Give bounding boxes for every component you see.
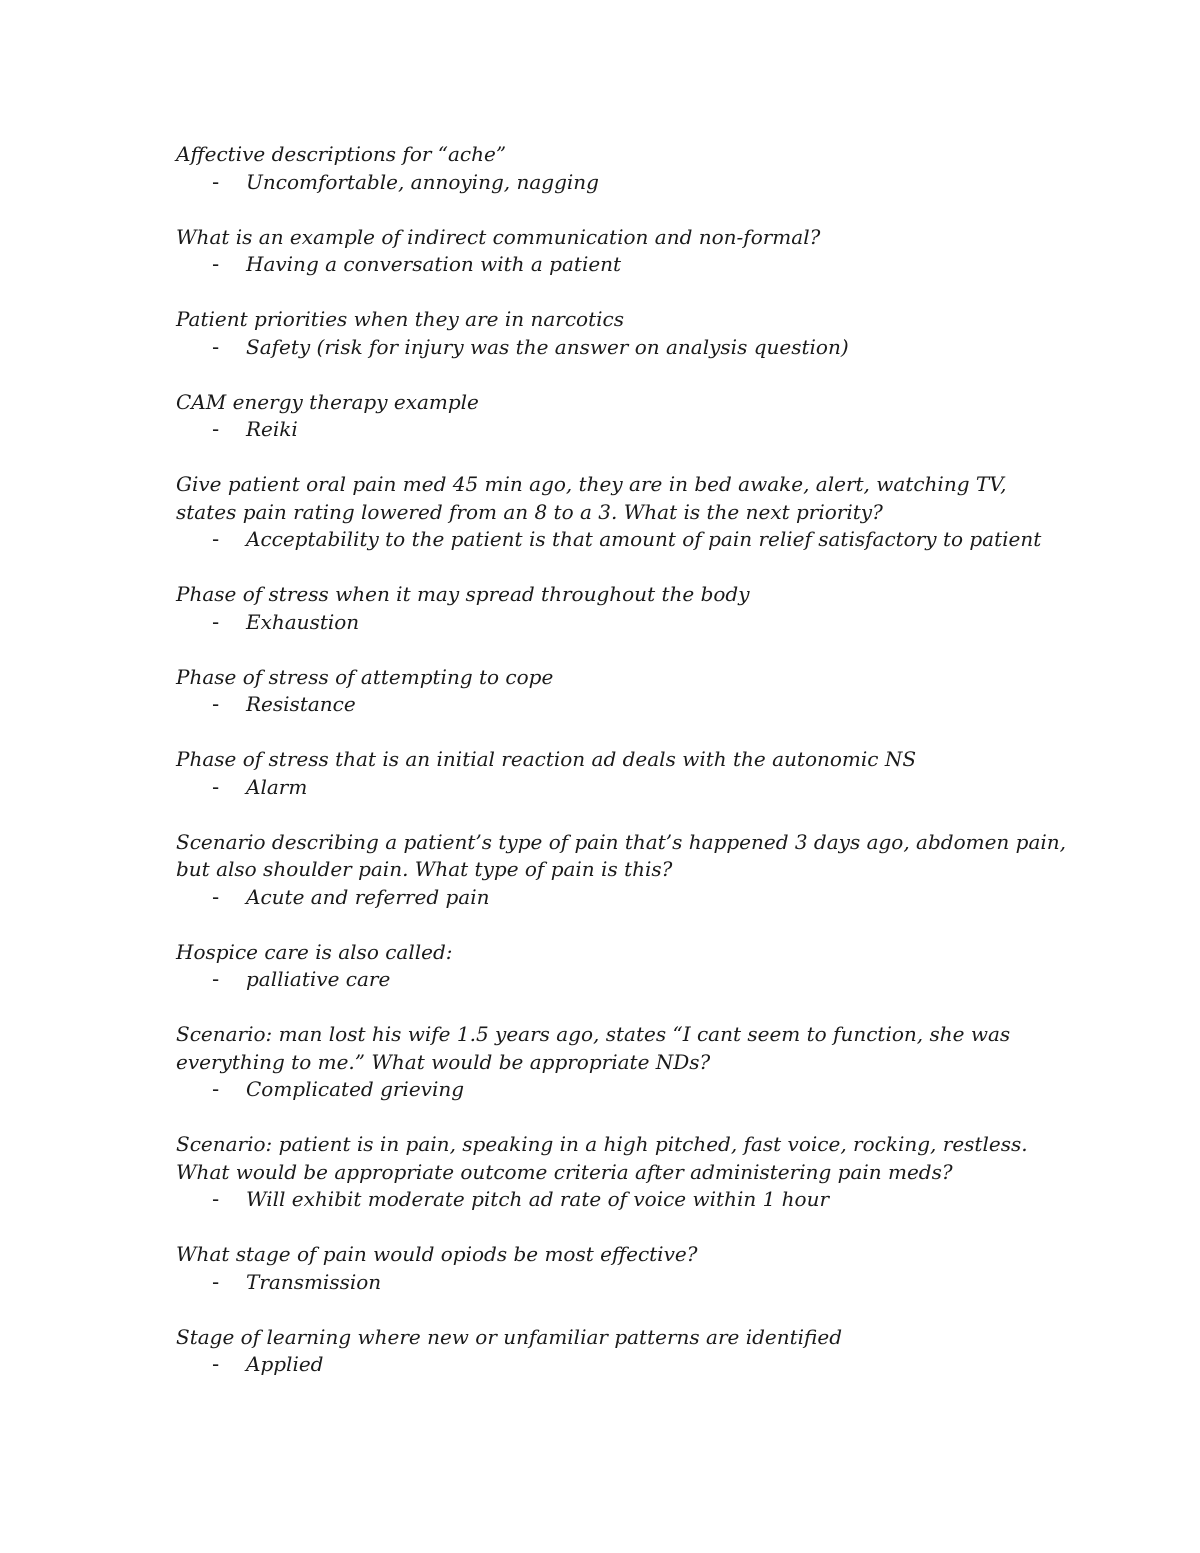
question-text: What stage of pain would opiods be most effective? <box>176 1242 698 1266</box>
question-text: What is an example of indirect communication and non-formal? <box>176 224 821 249</box>
answer-item <box>176 774 1076 802</box>
question-text: Affective descriptions for “ache” <box>176 142 507 166</box>
qa-item <box>176 939 1076 994</box>
question-text: Give patient oral pain med 45 min ago, they are in bed awake, alert, watching TV, states pain rating lowered from an 8 to a 3. What is the next priority? <box>176 472 1007 524</box>
qa-item <box>176 1021 1076 1104</box>
answer-item <box>176 416 1076 444</box>
answer-text: Applied <box>246 1352 324 1376</box>
qa-item <box>176 141 1076 196</box>
bullet-dash: - <box>212 609 220 634</box>
answer-item <box>176 1269 1076 1297</box>
bullet-dash: - <box>212 1187 220 1211</box>
bullet-dash: - <box>212 1077 220 1101</box>
question-text: Scenario: patient is in pain, speaking in a high pitched, fast voice, rocking, restless. What would be appropriate outcome criteria after administering pain meds? <box>176 1132 1028 1184</box>
qa-item <box>176 1241 1076 1296</box>
answer-text: Safety (risk for injury was the answer on analysis question) <box>246 334 849 359</box>
bullet-dash: - <box>212 527 220 551</box>
question-text: Hospice care is also called: <box>176 939 453 964</box>
answer-item <box>176 1076 1076 1104</box>
answer-item <box>176 1351 1076 1379</box>
answer-item <box>176 251 1076 279</box>
answer-text: Resistance <box>246 692 356 716</box>
bullet-dash: - <box>212 334 220 359</box>
question-text: Stage of learning where new or unfamiliar patterns are identified <box>176 1324 843 1349</box>
answer-text: Complicated grieving <box>246 1077 465 1101</box>
answer-text: Exhaustion <box>246 609 360 634</box>
answer-text: Will exhibit moderate pitch ad rate of voice within 1 hour <box>246 1187 830 1211</box>
answer-item <box>176 691 1076 719</box>
bullet-dash: - <box>212 252 220 276</box>
qa-item <box>176 471 1076 554</box>
question-text: Phase of stress of attempting to cope <box>176 664 554 689</box>
bullet-dash: - <box>212 417 220 441</box>
answer-text: Acute and referred pain <box>246 884 490 909</box>
bullet-dash: - <box>212 1352 220 1376</box>
answer-item <box>176 1186 1076 1214</box>
bullet-dash: - <box>212 967 220 991</box>
question-text: Patient priorities when they are in narcotics <box>176 307 624 331</box>
answer-text: Uncomfortable, annoying, nagging <box>246 169 599 194</box>
qa-item <box>176 1131 1076 1214</box>
question-text: Scenario describing a patient’s type of pain that’s happened 3 days ago, abdomen pain, but also shoulder pain. What type of pain is this? <box>176 829 1067 881</box>
qa-item <box>176 306 1076 361</box>
answer-text: Having a conversation with a patient <box>246 252 622 276</box>
answer-text: palliative care <box>246 967 391 991</box>
qa-item <box>176 746 1076 801</box>
answer-item <box>176 609 1076 637</box>
answer-item <box>176 526 1076 554</box>
bullet-dash: - <box>212 774 220 799</box>
answer-item <box>176 169 1076 197</box>
question-text: Scenario: man lost his wife 1.5 years ago, states “I cant seem to function, she was everything to me.” What would be appropriate NDs? <box>176 1022 1011 1074</box>
bullet-dash: - <box>212 692 220 716</box>
document-page <box>176 141 1076 1406</box>
qa-item <box>176 664 1076 719</box>
question-text: CAM energy therapy example <box>176 389 479 414</box>
bullet-dash: - <box>212 884 220 909</box>
qa-item <box>176 581 1076 636</box>
bullet-dash: - <box>212 1269 220 1294</box>
answer-item <box>176 884 1076 912</box>
question-text: Phase of stress when it may spread throughout the body <box>176 582 750 606</box>
qa-item <box>176 389 1076 444</box>
answer-item <box>176 334 1076 362</box>
question-text: Phase of stress that is an initial reaction ad deals with the autonomic NS <box>176 747 917 771</box>
qa-item <box>176 224 1076 279</box>
qa-item <box>176 1324 1076 1379</box>
answer-text: Alarm <box>246 774 308 799</box>
answer-item <box>176 966 1076 994</box>
answer-text: Acceptability to the patient is that amount of pain relief satisfactory to patient <box>246 527 1042 551</box>
bullet-dash: - <box>212 169 220 194</box>
qa-item <box>176 829 1076 912</box>
answer-text: Transmission <box>246 1269 382 1294</box>
answer-text: Reiki <box>246 417 298 441</box>
